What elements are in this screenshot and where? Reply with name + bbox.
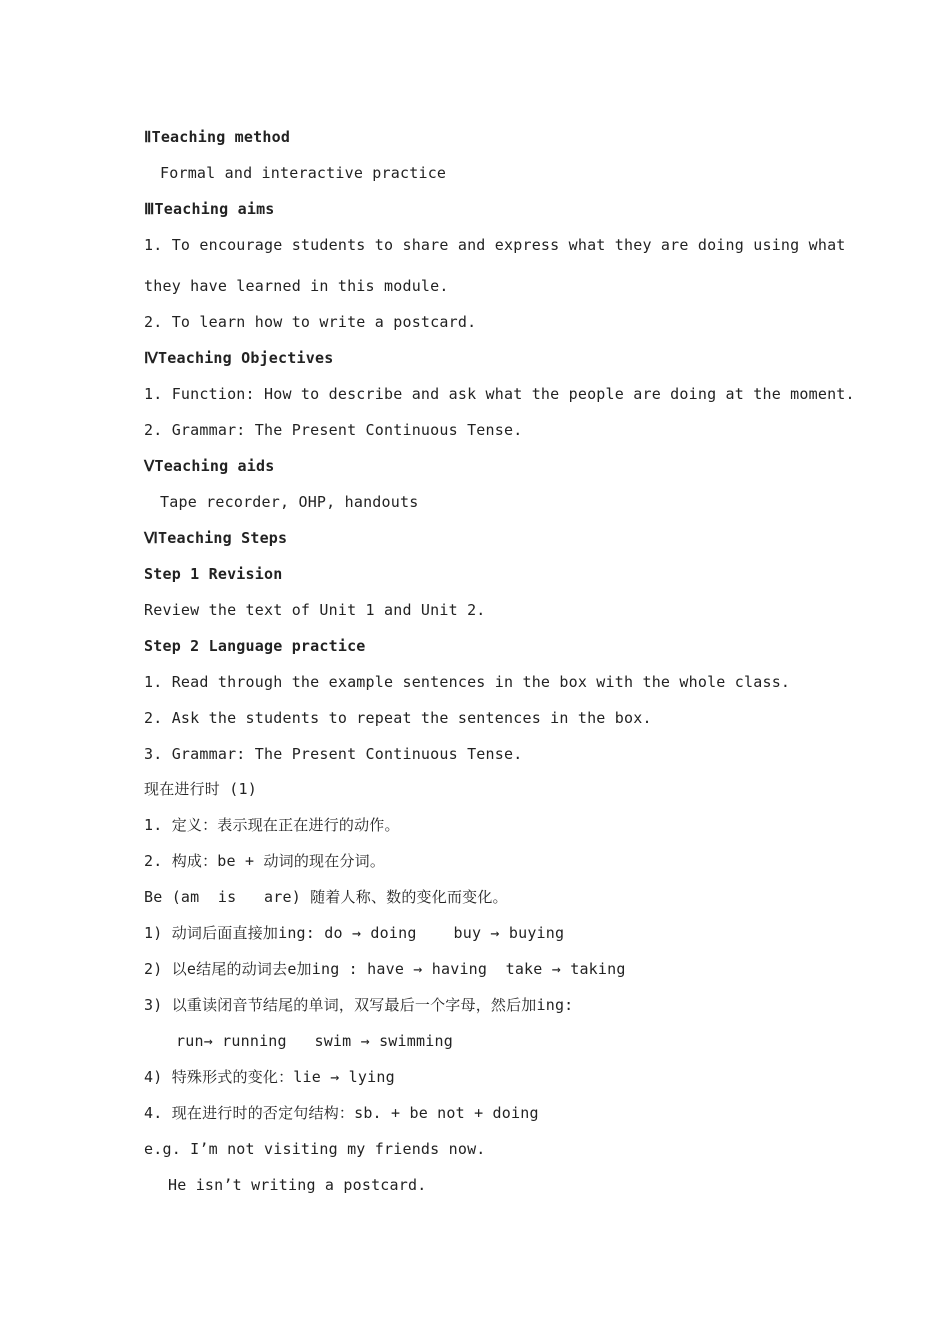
paragraph-line: 2) 以e结尾的动词去e加ing : have → having take → taking (144, 960, 626, 978)
paragraph-line: 4. 现在进行时的否定句结构：sb. + be not + doing (144, 1104, 539, 1122)
paragraph-line: He isn’t writing a postcard. (168, 1176, 427, 1194)
paragraph-line: 3) 以重读闭音节结尾的单词，双写最后一个字母，然后加ing: (144, 996, 574, 1014)
section-heading-teaching-method: ⅡTeaching method (144, 128, 291, 146)
paragraph-line: Be (am is are) 随着人称、数的变化而变化。 (144, 888, 508, 906)
step-heading-revision: Step 1 Revision (144, 565, 283, 583)
paragraph-line: 2. To learn how to write a postcard. (144, 313, 477, 331)
paragraph-line: Formal and interactive practice (160, 164, 447, 182)
paragraph-line: 1. To encourage students to share and express what they are doing using what (144, 236, 846, 254)
section-heading-teaching-steps: ⅥTeaching Steps (144, 529, 288, 547)
paragraph-line: 3. Grammar: The Present Continuous Tense. (144, 745, 523, 763)
section-heading-teaching-aims: ⅢTeaching aims (144, 200, 275, 218)
paragraph-line: 1) 动词后面直接加ing: do → doing buy → buying (144, 924, 565, 942)
paragraph-line: Review the text of Unit 1 and Unit 2. (144, 601, 486, 619)
paragraph-line: they have learned in this module. (144, 277, 449, 295)
paragraph-line: Tape recorder, OHP, handouts (160, 493, 419, 511)
paragraph-line: 2. Ask the students to repeat the sentences in the box. (144, 709, 652, 727)
paragraph-line: 1. Function: How to describe and ask what the people are doing at the moment. (144, 385, 855, 403)
paragraph-line: 1. 定义：表示现在正在进行的动作。 (144, 816, 400, 834)
paragraph-line: 2. Grammar: The Present Continuous Tense. (144, 421, 523, 439)
paragraph-line: e.g. I’m not visiting my friends now. (144, 1140, 486, 1158)
paragraph-line: 1. Read through the example sentences in the box with the whole class. (144, 673, 791, 691)
paragraph-line: run→ running swim → swimming (176, 1032, 453, 1050)
section-heading-teaching-objectives: ⅣTeaching Objectives (144, 349, 334, 367)
paragraph-line: 现在进行时 (1) (144, 780, 257, 798)
paragraph-line: 2. 构成：be + 动词的现在分词。 (144, 852, 386, 870)
step-heading-language-practice: Step 2 Language practice (144, 637, 366, 655)
paragraph-line: 4) 特殊形式的变化：lie → lying (144, 1068, 395, 1086)
section-heading-teaching-aids: ⅤTeaching aids (144, 457, 275, 475)
